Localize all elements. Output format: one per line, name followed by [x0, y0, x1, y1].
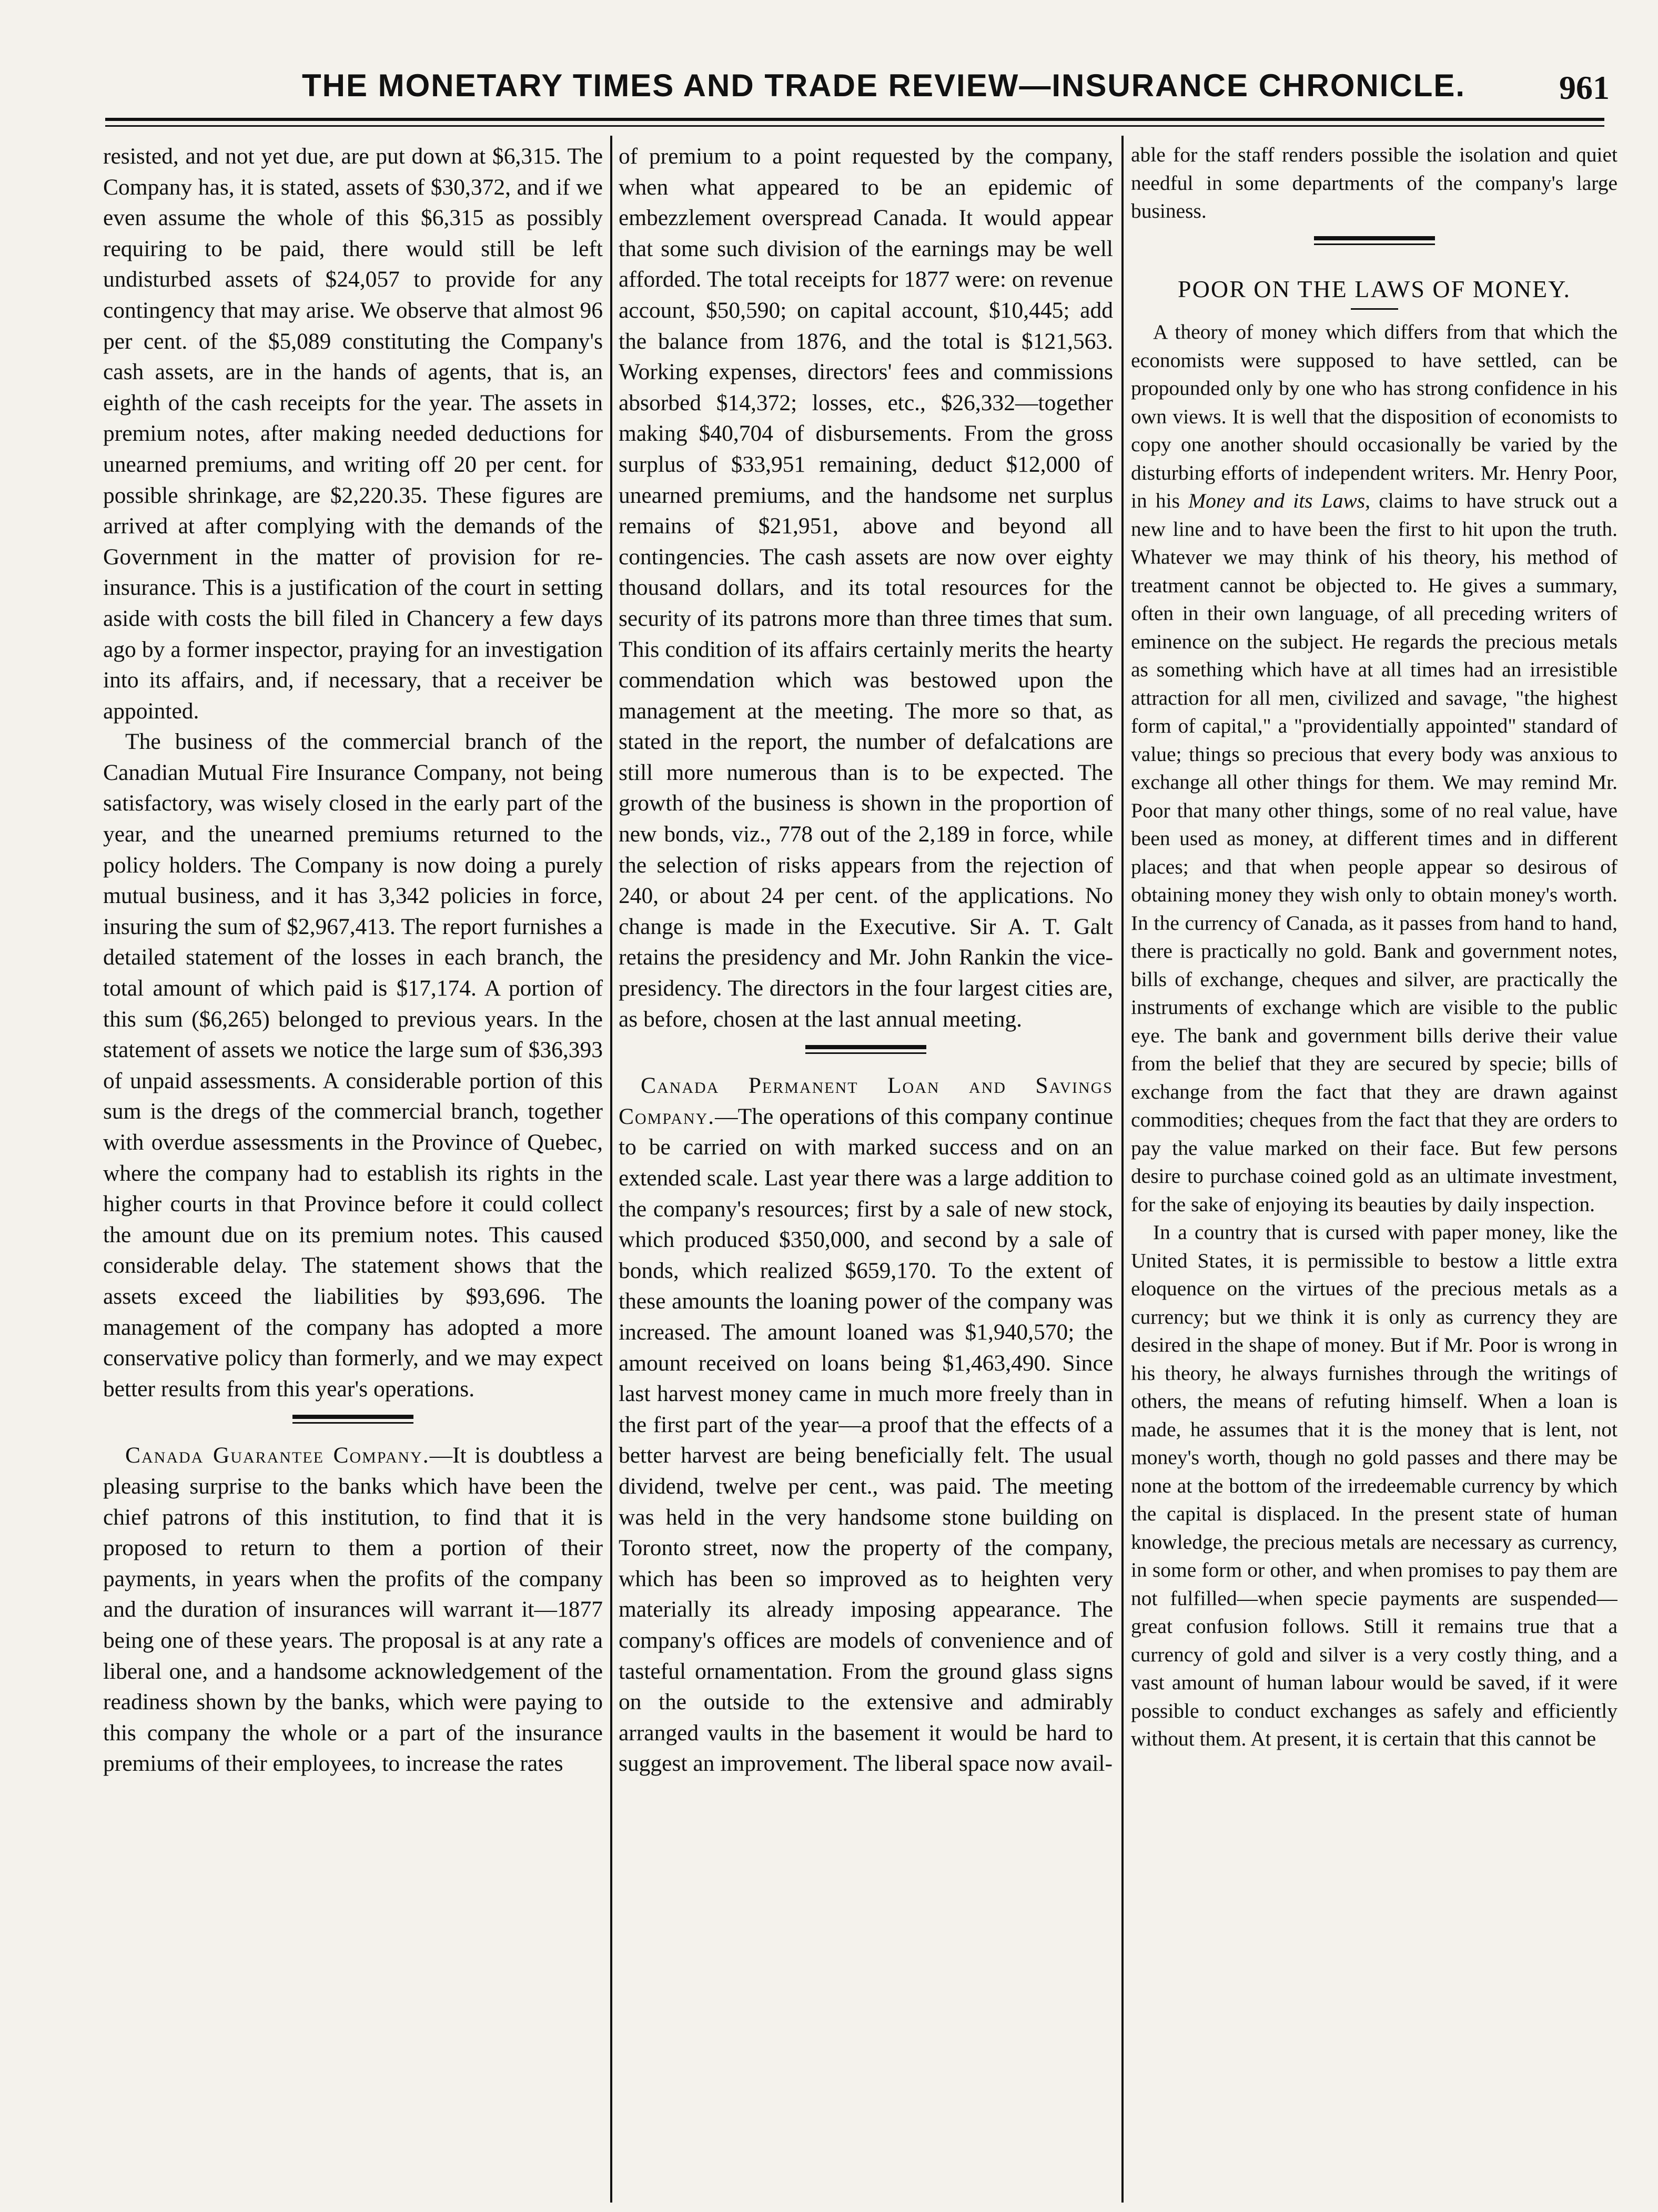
section-separator: [103, 1404, 603, 1440]
article-text: A theory of money which differs from that which the economists were supposed to have settled, can be propounded only by one who has strong confidence in his own views. It is well that the disposition of economists to copy one another should occasionally be varied by the disturbing efforts of independent writers. Mr. Henry Poor, in his: [1131, 320, 1617, 512]
running-title: THE MONETARY TIMES AND TRADE REVIEW—INSURANCE CHRONICLE.: [301, 68, 1466, 103]
header-rule-thin: [105, 125, 1604, 127]
header-rule-thick: [105, 118, 1604, 121]
article-lead: Canada Guarantee Company.: [125, 1443, 430, 1468]
article-paragraph: of premium to a point requested by the company, when what appeared to be an epidemic of embezzlement overspread Canada. It would appear that some such division of the earnings may be well afforded. The total receipts for 1877 were: on revenue account, $50,590; on capital account, $10,445; add the balance from 1876, and the total is $121,563. Working expenses, directors' fees and commissions absorbed $14,372; losses, etc., $26,332—together making $40,704 of disbursements. From the gross surplus of $33,951 remaining, deduct $12,000 of unearned premiums, and the handsome net surplus remains of $21,951, above and beyond all contingencies. The cash assets are now over eighty thousand dollars, and its total resources for the security of its patrons more than three times that sum. This condition of its affairs certainly merits the hearty commendation which was bestowed upon the management at the meeting. The more so that, as stated in the report, the number of defalcations are still more numerous than is to be expected. The growth of the business is shown in the proportion of new bonds, viz., 778 out of the 2,189 in force, while the selection of risks appears from the rejection of 240, or about 24 per cent. of the applications. No change is made in the Executive. Sir A. T. Galt retains the presidency and Mr. John Rankin the vice-presidency. The directors in the four largest cities are, as before, chosen at the last annual meeting.: [619, 144, 1113, 1032]
column-divider-2: [1121, 136, 1124, 2203]
article-paragraph: [1131, 318, 1617, 1219]
column-divider-1: [610, 136, 612, 2203]
section-separator: [619, 1034, 1113, 1070]
page-number: 961: [1559, 69, 1610, 106]
article-text: —It is doubtless a pleasing surprise to the banks which have been the chief patrons of this institution, to find that it is proposed to return to them a portion of their payments, in years when the profits of the company and the duration of insurances will warrant it—1877 being one of these years. The proposal is at any rate a liberal one, and a handsome acknowledgement of the readiness shown by the banks, which were paying to this company the whole or a part of the insurance premiums of their employees, to increase the rates: [103, 1443, 603, 1777]
article-text: , claims to have struck out a new line and to have been the first to hit upon the truth. Whatever we may think of his theory, his method of treatment cannot be objected to. He gives a summary, often in their own language, of all preceding writers of eminence on the subject. He regards the precious metals as something which have at all times had an irresistible attraction for all men, civilized and savage, "the highest form of capital," a "providentially appointed" standard of value; things so precious that every body was anxious to exchange all other things for them. We may remind Mr. Poor that many other things, some of no real value, have been used as money, at different times and in different places; and that when people appear so desirous of obtaining money they wish only to obtain money's worth. In the currency of Canada, as it passes from hand to hand, there is practically no gold. Bank and government notes, bills of exchange, cheques and silver, are practically the instruments of exchange which are visible to the public eye. The bank and government bills derive their value from the belief that they are secured by specie; bills of exchange from the fact that they are drawn against commodities; cheques from the fact that they are orders to pay the value marked on their face. But few persons desire to purchase coined gold as an ultimate investment, for the sake of enjoying its beauties by daily inspection.: [1131, 489, 1617, 1216]
article-lead: Canada Permanent Loan and Savings Company.: [619, 1073, 1113, 1129]
page-header: [95, 67, 1610, 109]
article-paragraph: resisted, and not yet due, are put down at $6,315. The Company has, it is stated, assets of $30,372, and if we even assume the whole of this $6,315 as possibly requiring to be paid, there would still be left undisturbed assets of $24,057 to provide for any contingency that may arise. We observe that almost 96 per cent. of the $5,089 constituting the Company's cash assets, are in the hands of agents, that is, an eighth of the cash receipts for the year. The assets in premium notes, after making needed deductions for unearned premiums, and writing off 20 per cent. for possible shrinkage, are $2,220.35. These figures are arrived at after complying with the demands of the Government in the matter of provision for re-insurance. This is a justification of the court in setting aside with costs the bill filed in Chancery a few days ago by a former inspector, praying for an investigation into its affairs, and, if necessary, that a receiver be appointed.: [103, 144, 603, 724]
article-paragraph: able for the staff renders possible the isolation and quiet needful in some departments of the company's large business.: [1131, 143, 1617, 222]
heading-rule: [1351, 308, 1398, 310]
article-heading: POOR ON THE LAWS OF MONEY.: [1178, 275, 1571, 302]
article-paragraph: In a country that is cursed with paper money, like the United States, it is permissible to bestow a little extra eloquence on the virtues of the precious metals as a currency; but we think it is only as currency they are desired in the shape of money. But if Mr. Poor is wrong in his theory, he always furnishes through the writings of others, the means of refuting himself. When a loan is made, he assumes that it is the money that is lent, not money's worth, though no gold passes and there may be none at the bottom of the irredeemable currency by which the capital is displaced. In the present state of human knowledge, the precious metals are necessary as currency, in some form or other, and when promises to pay them are not fulfilled—when specie payments are suspended—great confusion follows. Still it remains true that a currency of gold and silver is a very costly thing, and a vast amount of human labour would be saved, if it were possible to conduct exchanges as safely and efficiently without them. At present, it is certain that this cannot be: [1131, 1221, 1617, 1750]
article-paragraph: The business of the commercial branch of the Canadian Mutual Fire Insurance Company, not being satisfactory, was wisely closed in the early part of the year, and the unearned premiums returned to the policy holders. The Company is now doing a purely mutual business, and it has 3,342 policies in force, insuring the sum of $2,967,413. The report furnishes a detailed statement of the losses in each branch, the total amount of which paid is $17,174. A portion of this sum ($6,265) belonged to previous years. In the statement of assets we notice the large sum of $36,393 of unpaid assessments. A considerable portion of this sum is the dregs of the commercial branch, together with overdue assessments in the Province of Quebec, where the company had to establish its rights in the higher courts in that Province before it could collect the amount due on its premium notes. This caused considerable delay. The statement shows that the assets exceed the liabilities by $93,696. The management of the company has adopted a more conservative policy than formerly, and we may expect better results from this year's operations.: [103, 729, 603, 1402]
article-text: —The operations of this company continue to be carried on with marked success and on an extended scale. Last year there was a large addition to the company's resources; first by a sale of new stock, which produced $350,000, and second by a sale of bonds, which realized $659,170. To the extent of these amounts the loaning power of the company was increased. The amount loaned was $1,940,570; the amount received on loans being $1,463,490. Since last harvest money came in much more freely than in the first part of the year—a proof that the effects of a better harvest are being beneficially felt. The usual dividend, twelve per cent., was paid. The meeting was held in the very handsome stone building on Toronto street, now the property of the company, which has been so improved as to heighten very materially its already imposing appearance. The company's offices are models of convenience and of tasteful ornamentation. From the ground glass signs on the outside to the extensive and admirably arranged vaults in the basement it would be hard to suggest an improvement. The liberal space now avail-: [619, 1103, 1113, 1777]
column-3: [1131, 141, 1617, 2181]
article-paragraph: [619, 1070, 1113, 1779]
column-2: [619, 141, 1113, 2181]
book-title: Money and its Laws: [1188, 489, 1366, 512]
article-paragraph: [103, 1440, 603, 1779]
section-separator: [1131, 226, 1617, 261]
column-1: [103, 141, 603, 2181]
